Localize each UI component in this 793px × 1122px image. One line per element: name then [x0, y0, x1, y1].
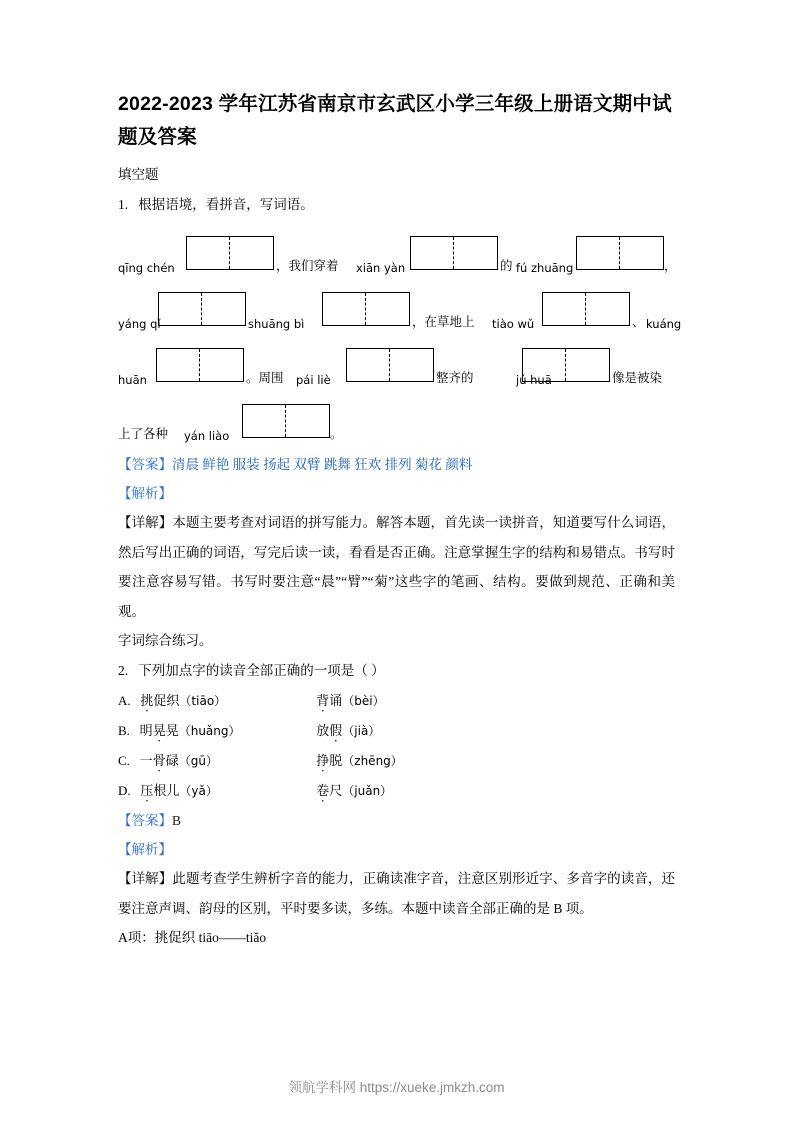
inline-text: 、 [632, 315, 645, 329]
fill-row [118, 338, 675, 394]
pinyin-label: pái liè [296, 373, 331, 387]
choice-c-label: C. [118, 753, 130, 768]
choice-a[interactable] [118, 686, 675, 716]
pinyin-label: yán liào [184, 429, 230, 443]
answer-cell[interactable] [523, 349, 566, 381]
answer-cell[interactable] [286, 405, 329, 437]
choice-b-right-pinyin: （jià） [342, 724, 381, 738]
question-2-detail [118, 864, 675, 923]
inline-text: 。周围 [246, 371, 284, 385]
pinyin-label: yáng qǐ [118, 317, 161, 331]
question-1-answer [118, 450, 675, 479]
inline-text: 像是被染 [612, 371, 663, 385]
choice-b-left-word: 明晃晃 [139, 723, 179, 738]
answer-cell[interactable] [366, 293, 409, 325]
choice-a-label: A. [118, 693, 131, 708]
inline-text: ，我们穿着 [276, 259, 339, 273]
answer-cell[interactable] [202, 293, 245, 325]
question-1-detail [118, 508, 675, 626]
answer-cell[interactable] [620, 237, 663, 269]
choice-d-right-word: 卷尺 [316, 783, 343, 798]
answer-cell[interactable] [187, 237, 230, 269]
answer-cell[interactable] [157, 349, 200, 381]
fill-row [118, 226, 675, 282]
answer-tag: 【答案】 [118, 457, 172, 472]
detail-tag: 【详解】 [118, 515, 173, 530]
question-2-text: 下列加点字的读音全部正确的一项是（ ） [138, 663, 385, 678]
inline-text: ， [664, 259, 677, 273]
pinyin-label: xiān yàn [356, 261, 406, 275]
dotted-char: 假 [329, 723, 343, 738]
inline-text: ，在草地上 [412, 315, 475, 329]
answer-boxes[interactable] [158, 292, 246, 326]
choice-c[interactable] [118, 746, 675, 776]
choice-d-left-pinyin: （yǎ） [179, 784, 218, 798]
answer-cell[interactable] [577, 237, 620, 269]
question-1-fill-area [118, 226, 682, 450]
answer-cell[interactable] [586, 293, 629, 325]
answer-text: B [172, 813, 182, 828]
answer-tag: 【答案】 [118, 813, 172, 828]
answer-cell[interactable] [200, 349, 243, 381]
choice-d-right-pinyin: （juǎn） [342, 784, 393, 798]
answer-boxes[interactable] [346, 348, 434, 382]
detail-tag: 【详解】 [118, 871, 173, 886]
answer-cell[interactable] [323, 293, 366, 325]
detail-text: 此题考查学生辨析字音的能力，正确读准字音，注意区别形近字、多音字的读音，还要注意声调、韵母的区别，平时要多读，多练。本题中读音全部正确的是 B 项。 [118, 871, 676, 916]
choice-d-left-word: 压根儿 [140, 783, 180, 798]
answer-cell[interactable] [347, 349, 390, 381]
answer-boxes[interactable] [322, 292, 410, 326]
answer-boxes[interactable] [522, 348, 610, 382]
choice-c-right-word: 挣脱 [316, 753, 343, 768]
choice-a-left-pinyin: （tiāo） [179, 694, 227, 708]
answer-cell[interactable] [243, 405, 286, 437]
dotted-char: 背 [316, 693, 330, 708]
choice-b-label: B. [118, 723, 130, 738]
choice-b[interactable] [118, 716, 675, 746]
answer-cell[interactable] [159, 293, 202, 325]
choice-c-left-pinyin: （gū） [178, 754, 218, 768]
question-1-analysis [118, 479, 675, 508]
question-2-extra-line: A项：挑促织 tiāo——tiǎo [118, 930, 267, 945]
dotted-char: 骨 [152, 753, 166, 768]
answer-cell[interactable] [230, 237, 273, 269]
pinyin-label: qīng chén [118, 261, 175, 275]
inline-text: 上了各种 [118, 427, 169, 441]
dotted-char: 挑 [140, 693, 154, 708]
pinyin-label: huān [118, 373, 147, 387]
answer-boxes[interactable] [186, 236, 274, 270]
answer-text: 清晨 鲜艳 服装 扬起 双臂 跳舞 狂欢 排列 菊花 颜料 [172, 457, 473, 472]
pinyin-label: tiào wǔ [492, 317, 535, 331]
pinyin-label: kuáng [646, 317, 682, 331]
answer-boxes[interactable] [156, 348, 244, 382]
answer-boxes[interactable] [576, 236, 664, 270]
question-1-text: 根据语境，看拼音，写词语。 [138, 197, 314, 212]
answer-cell[interactable] [566, 349, 609, 381]
page-title: 2022-2023 学年江苏省南京市玄武区小学三年级上册语文期中试题及答案 [118, 93, 672, 148]
dotted-char: 卷 [316, 783, 330, 798]
pinyin-label: fú zhuāng [516, 261, 574, 275]
choice-b-left-pinyin: （huǎng） [178, 724, 241, 738]
choice-d[interactable] [118, 776, 675, 806]
choice-a-right-word: 背诵 [316, 693, 343, 708]
fill-row [118, 394, 675, 450]
dotted-char: 挣 [316, 753, 330, 768]
pinyin-label: jú huā [516, 373, 552, 387]
dotted-char: 压 [140, 783, 154, 798]
choice-d-label: D. [118, 783, 131, 798]
analysis-tag: 【解析】 [118, 486, 172, 501]
question-2-answer [118, 806, 675, 835]
fill-row [118, 282, 682, 338]
question-2-analysis [118, 835, 675, 864]
answer-boxes[interactable] [410, 236, 498, 270]
question-2-number: 2. [118, 663, 129, 678]
analysis-tag: 【解析】 [118, 842, 172, 857]
choice-a-left-word: 挑促织 [140, 693, 180, 708]
inline-text: 的 [500, 259, 513, 273]
choice-c-left-word: 一骨碌 [139, 753, 179, 768]
question-1-number: 1. [118, 197, 129, 212]
choice-c-right-pinyin: （zhēng） [342, 754, 403, 768]
answer-cell[interactable] [411, 237, 454, 269]
answer-boxes[interactable] [542, 292, 630, 326]
choice-b-right-word: 放假 [316, 723, 343, 738]
inline-text: 。 [330, 427, 343, 441]
mid-section-label: 字词综合练习。 [118, 633, 213, 648]
choice-a-right-pinyin: （bèi） [342, 694, 385, 708]
footer-watermark: 领航学科网 https://xueke.jmkzh.com [288, 1080, 505, 1095]
answer-cell[interactable] [454, 237, 497, 269]
dotted-char: 晃 [152, 723, 166, 738]
answer-cell[interactable] [543, 293, 586, 325]
question-1-stem [118, 190, 675, 220]
question-2-stem [118, 656, 675, 686]
section-label: 填空题 [118, 167, 159, 182]
answer-boxes[interactable] [242, 404, 330, 438]
detail-text: 本题主要考查对词语的拼写能力。解答本题，首先读一读拼音，知道要写什么词语，然后写出正确的词语，写完后读一读，看看是否正确。注意掌握生字的结构和易错点。书写时要注意容易写错。书写时要注意“晨”“臂”“菊”这些字的笔画、结构。要做到规范、正确和美观。 [118, 515, 676, 619]
answer-cell[interactable] [390, 349, 433, 381]
inline-text: 整齐的 [436, 371, 474, 385]
pinyin-label: shuāng bì [248, 317, 305, 331]
